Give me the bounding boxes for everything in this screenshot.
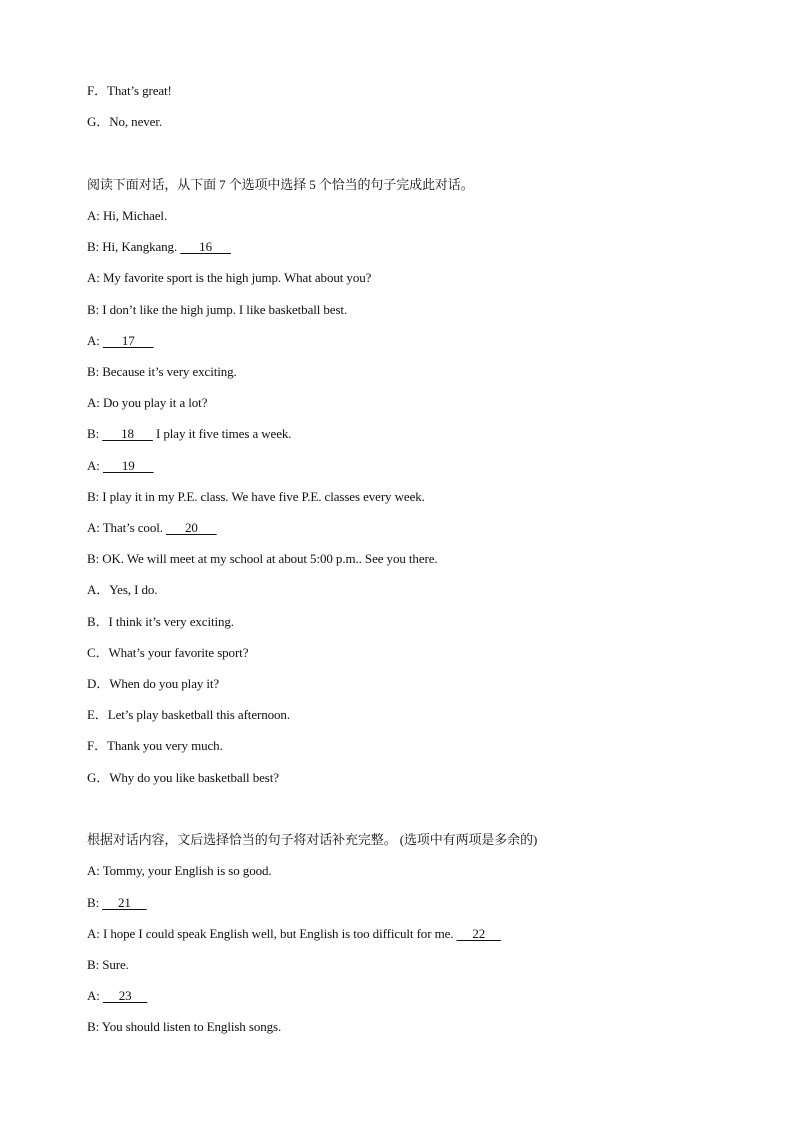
dialogue-text: B: Because it’s very exciting. xyxy=(87,364,237,379)
dialogue-line xyxy=(87,551,438,567)
dialogue-text: A: My favorite sport is the high jump. What about you? xyxy=(87,270,372,285)
dialogue-text: B: OK. We will meet at my school at about 5:00 p.m.. See you there. xyxy=(87,551,438,566)
dialogue-line xyxy=(87,520,217,536)
dialogue-text: A: Do you play it a lot? xyxy=(87,395,208,410)
dialogue-text: A: I hope I could speak English well, but English is too difficult for me. xyxy=(87,926,457,941)
dialogue-line xyxy=(87,270,371,286)
dialogue-text: A: That’s cool. xyxy=(87,520,167,535)
option-f-section1: F．That’s great! xyxy=(87,83,172,98)
answer-blank-17: 17 xyxy=(102,333,154,348)
dialogue-line xyxy=(87,895,147,911)
dialogue-text: B: I don’t like the high jump. I like basketball best. xyxy=(87,302,348,317)
option-c: C．What’s your favorite sport? xyxy=(87,645,249,660)
option-b: B．I think it’s very exciting. xyxy=(87,614,234,629)
dialogue-line xyxy=(87,426,291,442)
option-e: E．Let’s play basketball this afternoon. xyxy=(87,707,290,722)
answer-blank-23: 23 xyxy=(102,988,148,1003)
answer-blank-16: 16 xyxy=(180,239,231,254)
dialogue-text: B: Hi, Kangkang. xyxy=(87,239,181,254)
answer-blank-21: 21 xyxy=(102,895,147,910)
dialogue-line xyxy=(87,302,347,318)
dialogue-line xyxy=(87,239,231,255)
dialogue-line xyxy=(87,1019,281,1035)
answer-blank-18: 18 xyxy=(102,426,153,441)
dialogue-text: B: You should listen to English songs. xyxy=(87,1019,282,1034)
dialogue-line xyxy=(87,458,154,474)
dialogue-line xyxy=(87,208,167,224)
option-d: D．When do you play it? xyxy=(87,676,220,691)
option-a: A．Yes, I do. xyxy=(87,582,158,597)
dialogue-text: B: xyxy=(87,426,103,441)
section2-instruction: 阅读下面对话，从下面 7 个选项中选择 5 个恰当的句子完成此对话。 xyxy=(87,177,474,192)
dialogue-text: A: xyxy=(87,333,103,348)
dialogue-line xyxy=(87,395,207,411)
dialogue-text: A: Tommy, your English is so good. xyxy=(87,863,272,878)
dialogue-text: B: Sure. xyxy=(87,957,129,972)
dialogue-text: A: xyxy=(87,458,103,473)
dialogue-line xyxy=(87,863,272,879)
answer-blank-22: 22 xyxy=(456,926,501,941)
dialogue-text: B: xyxy=(87,895,103,910)
dialogue-text: I play it five times a week. xyxy=(152,426,292,441)
dialogue-line xyxy=(87,333,154,349)
answer-blank-20: 20 xyxy=(166,520,217,535)
option-g: G．Why do you like basketball best? xyxy=(87,770,279,785)
section3-instruction: 根据对话内容，文后选择恰当的句子将对话补充完整。 (选项中有两项是多余的) xyxy=(87,832,538,847)
option-g-section1: G．No, never. xyxy=(87,114,162,129)
dialogue-line xyxy=(87,489,425,505)
dialogue-text: A: xyxy=(87,988,103,1003)
dialogue-line xyxy=(87,957,129,973)
dialogue-text: B: I play it in my P.E. class. We have five P.E. classes every week. xyxy=(87,489,425,504)
dialogue-line xyxy=(87,926,501,942)
option-f: F．Thank you very much. xyxy=(87,738,223,753)
answer-blank-19: 19 xyxy=(102,458,154,473)
dialogue-line xyxy=(87,364,237,380)
dialogue-text: A: Hi, Michael. xyxy=(87,208,168,223)
dialogue-line xyxy=(87,988,147,1004)
